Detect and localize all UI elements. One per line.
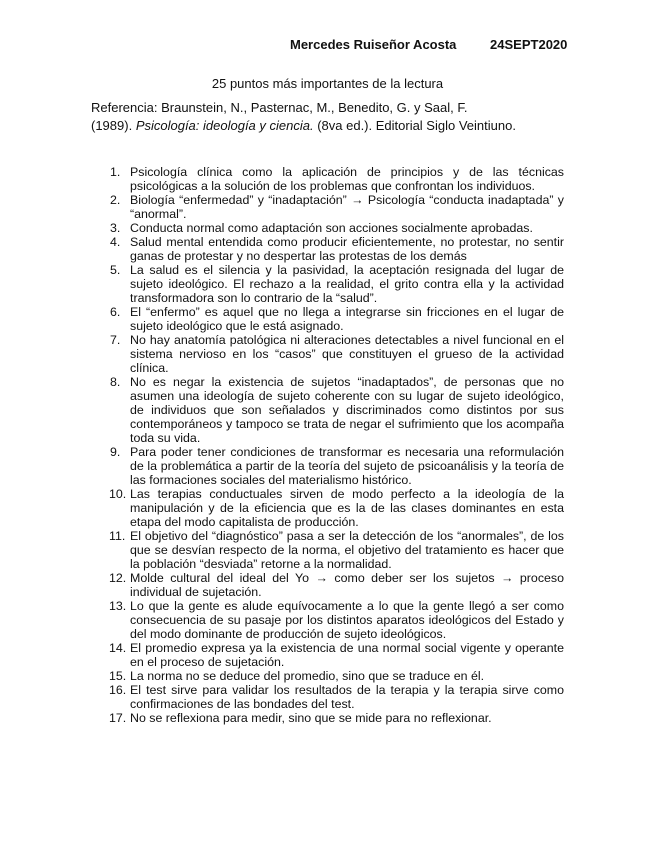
item-text: El “enfermo” es aquel que no llega a integrarse sin fricciones en el lugar de sujeto ideológico que le está asignado. bbox=[130, 305, 564, 333]
item-number: 11. bbox=[109, 529, 126, 543]
author-name: Mercedes Ruiseñor Acosta bbox=[290, 37, 457, 52]
item-text: Molde cultural del ideal del Yo → como deber ser los sujetos → proceso individual de sujetación. bbox=[130, 571, 564, 599]
item-number: 8. bbox=[110, 375, 121, 389]
list-item bbox=[110, 571, 564, 599]
list-item bbox=[110, 599, 564, 641]
list-item bbox=[110, 235, 564, 263]
points-list bbox=[110, 165, 564, 725]
item-text: Conducta normal como adaptación son acciones socialmente aprobadas. bbox=[130, 221, 533, 235]
item-text: No se reflexiona para medir, sino que se mide para no reflexionar. bbox=[130, 711, 492, 725]
reference-line-1: Referencia: Braunstein, N., Pasternac, M., Benedito, G. y Saal, F. bbox=[91, 100, 468, 115]
list-item bbox=[110, 487, 564, 529]
reference-book-title: Psicología: ideología y ciencia. bbox=[135, 118, 314, 133]
item-number: 9. bbox=[110, 445, 121, 459]
item-number: 14. bbox=[109, 641, 127, 655]
item-text: Para poder tener condiciones de transformar es necesaria una reformulación de la problemática a partir de la teoría del sujeto de psicoanálisis y la teoría de las formaciones sociales del materialismo histórico. bbox=[130, 445, 564, 487]
list-item bbox=[110, 641, 564, 669]
item-text: No es negar la existencia de sujetos “inadaptados”, de personas que no asumen una ideología de sujeto coherente con su lugar de sujeto ideológico, de individuos que son señalados y discriminados como distintos por sus contemporáneos y tampoco se trata de negar el sufrimiento que los acompaña toda su vida. bbox=[130, 375, 564, 445]
item-text: El test sirve para validar los resultados de la terapia y la terapia sirve como confirmaciones de las bondades del test. bbox=[130, 683, 564, 711]
list-item bbox=[110, 165, 564, 193]
item-text: Lo que la gente es alude equívocamente a lo que la gente llegó a ser como consecuencia de su pasaje por los distintos aparatos ideológicos del Estado y del modo dominante de producción de sujeto ideológicos. bbox=[130, 599, 564, 641]
reference-line-2 bbox=[91, 117, 561, 135]
item-text: El objetivo del “diagnóstico” pasa a ser la detección de los “anormales”, de los que se desvían respecto de la norma, el objetivo del tratamiento es hacer que la población “desviada” retorne a la normalidad. bbox=[130, 529, 564, 571]
item-number: 6. bbox=[110, 305, 121, 319]
document-title: 25 puntos más importantes de la lectura bbox=[211, 76, 444, 91]
item-number: 12. bbox=[109, 571, 127, 585]
item-number: 2. bbox=[110, 193, 121, 207]
list-item bbox=[110, 333, 564, 375]
list-item bbox=[110, 529, 564, 571]
item-number: 13. bbox=[109, 599, 127, 613]
document-date: 24SEPT2020 bbox=[490, 37, 568, 52]
item-number: 4. bbox=[110, 235, 121, 249]
item-number: 15. bbox=[109, 669, 127, 683]
item-text: Biología “enfermedad” y “inadaptación” → Psicología “conducta inadaptada” y “anormal”. bbox=[130, 193, 564, 221]
list-item bbox=[110, 669, 564, 683]
list-item bbox=[110, 221, 564, 235]
item-text: La norma no se deduce del promedio, sino que se traduce en él. bbox=[130, 669, 485, 683]
item-number: 16. bbox=[109, 683, 127, 697]
list-item bbox=[110, 445, 564, 487]
list-item bbox=[110, 263, 564, 305]
item-text: La salud es el silencia y la pasividad, la aceptación resignada del lugar de sujeto ideológico. El rechazo a la realidad, el grito contra ella y la actividad transformadora son lo contrario de la “salud”. bbox=[130, 263, 564, 305]
item-text: Las terapias conductuales sirven de modo perfecto a la ideología de la manipulación y de la eficiencia que es la de las clases dominantes en esta etapa del modo capitalista de producción. bbox=[130, 487, 564, 529]
reference-year: (1989). bbox=[91, 118, 136, 133]
item-number: 10. bbox=[109, 487, 127, 501]
item-number: 5. bbox=[110, 263, 121, 277]
item-text: Salud mental entendida como producir eficientemente, no protestar, no sentir ganas de protestar y no despertar las protestas de los demás bbox=[130, 235, 564, 263]
item-number: 1. bbox=[110, 165, 121, 179]
reference-citation bbox=[91, 99, 561, 135]
list-item bbox=[110, 193, 564, 221]
item-number: 7. bbox=[110, 333, 121, 347]
item-number: 17. bbox=[109, 711, 127, 725]
item-text: No hay anatomía patológica ni alteraciones detectables a nivel funcional en el sistema nervioso en los “casos” que constituyen el grueso de la actividad clínica. bbox=[130, 333, 564, 375]
reference-publisher: (8va ed.). Editorial Siglo Veintiuno. bbox=[313, 118, 516, 133]
list-item bbox=[110, 375, 564, 445]
item-text: Psicología clínica como la aplicación de principios y de las técnicas psicológicas a la solución de los problemas que confrontan los individuos. bbox=[130, 165, 564, 193]
list-item bbox=[110, 711, 564, 725]
list-item bbox=[110, 305, 564, 333]
document-header bbox=[290, 37, 567, 52]
item-number: 3. bbox=[110, 221, 121, 235]
item-text: El promedio expresa ya la existencia de una normal social vigente y operante en el proceso de sujetación. bbox=[130, 641, 564, 669]
list-item bbox=[110, 683, 564, 711]
